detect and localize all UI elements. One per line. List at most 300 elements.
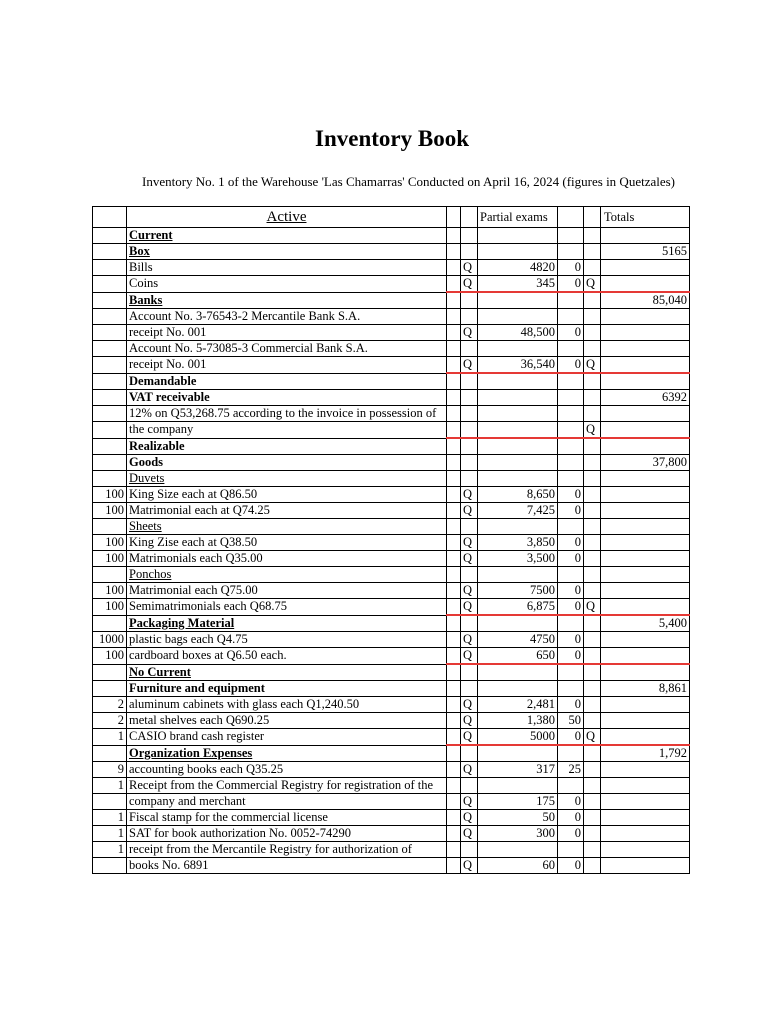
table-row: [93, 406, 690, 422]
total-currency-cell: [584, 664, 601, 681]
description-cell: Realizable: [127, 438, 447, 455]
amount-cell: 36,540: [478, 357, 558, 374]
spacer-cell: [447, 713, 461, 729]
description-cell: Semimatrimonials each Q68.75: [127, 599, 447, 616]
amount-cell: 3,850: [478, 535, 558, 551]
spacer-cell: [447, 681, 461, 697]
cents-cell: [558, 455, 584, 471]
table-row: [93, 583, 690, 599]
table-row: [93, 826, 690, 842]
spacer-cell: [447, 810, 461, 826]
currency-cell: [461, 438, 478, 455]
table-row: [93, 794, 690, 810]
description-cell: plastic bags each Q4.75: [127, 632, 447, 648]
table-header-row: [93, 207, 690, 228]
spacer-cell: [447, 325, 461, 341]
currency-cell: [461, 471, 478, 487]
header-active: [127, 207, 447, 228]
cents-cell: 0: [558, 260, 584, 276]
total-cell: 85,040: [601, 292, 690, 309]
currency-cell: Q: [461, 729, 478, 746]
description-cell: Banks: [127, 292, 447, 309]
spacer-cell: [447, 664, 461, 681]
cents-cell: 0: [558, 551, 584, 567]
table-row: [93, 244, 690, 260]
table-row: [93, 745, 690, 762]
spacer-cell: [447, 357, 461, 374]
description-cell: receipt No. 001: [127, 357, 447, 374]
total-currency-cell: [584, 244, 601, 260]
total-currency-cell: [584, 471, 601, 487]
spacer-cell: [447, 842, 461, 858]
quantity-cell: [93, 471, 127, 487]
description-cell: company and merchant: [127, 794, 447, 810]
table-row: [93, 471, 690, 487]
amount-cell: [478, 244, 558, 260]
quantity-cell: [93, 858, 127, 874]
quantity-cell: [93, 276, 127, 293]
spacer-cell: [447, 632, 461, 648]
table-row: [93, 228, 690, 244]
table-row: [93, 503, 690, 519]
description-cell: King Zise each at Q38.50: [127, 535, 447, 551]
inventory-table: [92, 206, 690, 874]
amount-cell: [478, 390, 558, 406]
quantity-cell: 2: [93, 713, 127, 729]
description-cell: metal shelves each Q690.25: [127, 713, 447, 729]
total-cell: [601, 325, 690, 341]
table-row: [93, 455, 690, 471]
currency-cell: [461, 664, 478, 681]
total-currency-cell: [584, 503, 601, 519]
total-cell: [601, 810, 690, 826]
cents-cell: [558, 341, 584, 357]
total-currency-cell: [584, 794, 601, 810]
quantity-cell: 9: [93, 762, 127, 778]
currency-cell: Q: [461, 713, 478, 729]
cents-cell: 0: [558, 599, 584, 616]
amount-cell: 3,500: [478, 551, 558, 567]
spacer-cell: [447, 745, 461, 762]
total-currency-cell: [584, 842, 601, 858]
quantity-cell: 100: [93, 648, 127, 665]
amount-cell: 4820: [478, 260, 558, 276]
cents-cell: 0: [558, 276, 584, 293]
spacer-cell: [447, 292, 461, 309]
description-cell: No Current: [127, 664, 447, 681]
total-currency-cell: [584, 325, 601, 341]
quantity-cell: [93, 681, 127, 697]
cents-cell: 0: [558, 503, 584, 519]
spacer-cell: [447, 615, 461, 632]
total-cell: [601, 826, 690, 842]
table-row: [93, 535, 690, 551]
amount-cell: 50: [478, 810, 558, 826]
total-currency-cell: [584, 260, 601, 276]
description-cell: Coins: [127, 276, 447, 293]
description-cell: Furniture and equipment: [127, 681, 447, 697]
total-currency-cell: [584, 745, 601, 762]
table-row: [93, 260, 690, 276]
amount-cell: 6,875: [478, 599, 558, 616]
total-cell: [601, 260, 690, 276]
amount-cell: 300: [478, 826, 558, 842]
currency-cell: Q: [461, 632, 478, 648]
amount-cell: 650: [478, 648, 558, 665]
currency-cell: Q: [461, 276, 478, 293]
total-currency-cell: Q: [584, 276, 601, 293]
cents-cell: [558, 373, 584, 390]
total-currency-cell: [584, 519, 601, 535]
description-cell: Account No. 5-73085-3 Commercial Bank S.A.: [127, 341, 447, 357]
cents-cell: [558, 842, 584, 858]
cents-cell: 0: [558, 729, 584, 746]
cents-cell: [558, 519, 584, 535]
quantity-cell: [93, 455, 127, 471]
currency-cell: Q: [461, 826, 478, 842]
table-row: [93, 858, 690, 874]
total-currency-cell: [584, 373, 601, 390]
table-row: [93, 599, 690, 616]
cents-cell: [558, 664, 584, 681]
quantity-cell: [93, 615, 127, 632]
description-cell: Packaging Material: [127, 615, 447, 632]
currency-cell: Q: [461, 503, 478, 519]
cents-cell: 0: [558, 583, 584, 599]
quantity-cell: [93, 373, 127, 390]
total-currency-cell: [584, 681, 601, 697]
amount-cell: [478, 341, 558, 357]
total-currency-cell: [584, 567, 601, 583]
cents-cell: [558, 745, 584, 762]
quantity-cell: [93, 745, 127, 762]
quantity-cell: 1: [93, 729, 127, 746]
cents-cell: 50: [558, 713, 584, 729]
total-cell: [601, 697, 690, 713]
header-cur-cell: [461, 207, 478, 228]
total-cell: 5,400: [601, 615, 690, 632]
quantity-cell: 1: [93, 810, 127, 826]
description-cell: books No. 6891: [127, 858, 447, 874]
total-currency-cell: Q: [584, 599, 601, 616]
total-cell: 5165: [601, 244, 690, 260]
description-cell: receipt from the Mercantile Registry for authorization of: [127, 842, 447, 858]
currency-cell: Q: [461, 648, 478, 665]
amount-cell: [478, 292, 558, 309]
total-cell: [601, 471, 690, 487]
quantity-cell: [93, 406, 127, 422]
amount-cell: [478, 471, 558, 487]
description-cell: Fiscal stamp for the commercial license: [127, 810, 447, 826]
table-row: [93, 810, 690, 826]
cents-cell: 0: [558, 632, 584, 648]
amount-cell: 7,425: [478, 503, 558, 519]
quantity-cell: 1: [93, 842, 127, 858]
spacer-cell: [447, 260, 461, 276]
description-cell: Duvets: [127, 471, 447, 487]
currency-cell: [461, 778, 478, 794]
quantity-cell: [93, 794, 127, 810]
table-row: [93, 309, 690, 325]
header-partial: Partial exams: [478, 207, 558, 228]
amount-cell: 345: [478, 276, 558, 293]
total-currency-cell: [584, 228, 601, 244]
spacer-cell: [447, 471, 461, 487]
total-currency-cell: [584, 341, 601, 357]
total-cell: [601, 794, 690, 810]
total-currency-cell: [584, 309, 601, 325]
cents-cell: [558, 681, 584, 697]
cents-cell: 0: [558, 487, 584, 503]
quantity-cell: 100: [93, 599, 127, 616]
amount-cell: [478, 567, 558, 583]
cents-cell: [558, 422, 584, 439]
spacer-cell: [447, 519, 461, 535]
currency-cell: [461, 373, 478, 390]
amount-cell: [478, 373, 558, 390]
amount-cell: 4750: [478, 632, 558, 648]
total-cell: [601, 648, 690, 665]
description-cell: Ponchos: [127, 567, 447, 583]
quantity-cell: [93, 341, 127, 357]
cents-cell: [558, 292, 584, 309]
table-row: [93, 681, 690, 697]
total-currency-cell: Q: [584, 729, 601, 746]
total-currency-cell: [584, 455, 601, 471]
total-cell: 8,861: [601, 681, 690, 697]
cents-cell: [558, 438, 584, 455]
currency-cell: [461, 422, 478, 439]
table-row: [93, 632, 690, 648]
document-subtitle: Inventory No. 1 of the Warehouse 'Las Chamarras' Conducted on April 16, 2024 (figures in Quetzales): [142, 174, 676, 189]
cents-cell: [558, 615, 584, 632]
spacer-cell: [447, 487, 461, 503]
total-cell: 1,792: [601, 745, 690, 762]
total-currency-cell: [584, 778, 601, 794]
spacer-cell: [447, 244, 461, 260]
amount-cell: 5000: [478, 729, 558, 746]
cents-cell: 0: [558, 535, 584, 551]
currency-cell: [461, 244, 478, 260]
table-row: [93, 762, 690, 778]
quantity-cell: [93, 438, 127, 455]
currency-cell: Q: [461, 260, 478, 276]
header-cents-cell: [558, 207, 584, 228]
header-qty-cell: [93, 207, 127, 228]
currency-cell: [461, 406, 478, 422]
quantity-cell: [93, 309, 127, 325]
spacer-cell: [447, 762, 461, 778]
description-cell: Matrimonial each Q75.00: [127, 583, 447, 599]
currency-cell: [461, 341, 478, 357]
total-cell: [601, 438, 690, 455]
total-cell: [601, 551, 690, 567]
description-cell: the company: [127, 422, 447, 439]
quantity-cell: [93, 244, 127, 260]
spacer-cell: [447, 567, 461, 583]
currency-cell: [461, 745, 478, 762]
header-cur2-cell: [584, 207, 601, 228]
spacer-cell: [447, 729, 461, 746]
cents-cell: 0: [558, 826, 584, 842]
total-cell: [601, 373, 690, 390]
description-cell: 12% on Q53,268.75 according to the invoice in possession of: [127, 406, 447, 422]
currency-cell: Q: [461, 599, 478, 616]
spacer-cell: [447, 551, 461, 567]
cents-cell: 0: [558, 794, 584, 810]
amount-cell: [478, 842, 558, 858]
cents-cell: 0: [558, 325, 584, 341]
total-currency-cell: [584, 535, 601, 551]
currency-cell: [461, 390, 478, 406]
quantity-cell: 100: [93, 551, 127, 567]
spacer-cell: [447, 373, 461, 390]
quantity-cell: [93, 260, 127, 276]
spacer-cell: [447, 858, 461, 874]
table-row: [93, 551, 690, 567]
spacer-cell: [447, 599, 461, 616]
currency-cell: [461, 292, 478, 309]
quantity-cell: 100: [93, 535, 127, 551]
cents-cell: 0: [558, 858, 584, 874]
spacer-cell: [447, 697, 461, 713]
table-row: [93, 697, 690, 713]
header-totals: Totals: [601, 207, 690, 228]
quantity-cell: [93, 228, 127, 244]
amount-cell: [478, 438, 558, 455]
total-cell: [601, 632, 690, 648]
currency-cell: [461, 615, 478, 632]
amount-cell: 7500: [478, 583, 558, 599]
table-row: [93, 390, 690, 406]
total-currency-cell: [584, 858, 601, 874]
description-cell: Receipt from the Commercial Registry for registration of the: [127, 778, 447, 794]
cents-cell: 0: [558, 810, 584, 826]
currency-cell: Q: [461, 762, 478, 778]
total-cell: [601, 583, 690, 599]
quantity-cell: [93, 292, 127, 309]
description-cell: Matrimonial each at Q74.25: [127, 503, 447, 519]
cents-cell: 25: [558, 762, 584, 778]
total-cell: [601, 858, 690, 874]
spacer-cell: [447, 583, 461, 599]
currency-cell: [461, 455, 478, 471]
table-row: [93, 292, 690, 309]
description-cell: VAT receivable: [127, 390, 447, 406]
total-currency-cell: [584, 551, 601, 567]
cents-cell: [558, 228, 584, 244]
total-cell: [601, 487, 690, 503]
amount-cell: [478, 745, 558, 762]
spacer-cell: [447, 228, 461, 244]
currency-cell: Q: [461, 551, 478, 567]
table-row: [93, 729, 690, 746]
spacer-cell: [447, 503, 461, 519]
spacer-cell: [447, 406, 461, 422]
spacer-cell: [447, 438, 461, 455]
amount-cell: 2,481: [478, 697, 558, 713]
total-cell: [601, 664, 690, 681]
table-row: [93, 325, 690, 341]
amount-cell: 60: [478, 858, 558, 874]
description-cell: receipt No. 001: [127, 325, 447, 341]
description-cell: accounting books each Q35.25: [127, 762, 447, 778]
total-cell: [601, 842, 690, 858]
quantity-cell: 1: [93, 778, 127, 794]
amount-cell: [478, 519, 558, 535]
total-cell: [601, 276, 690, 293]
cents-cell: [558, 471, 584, 487]
total-cell: [601, 535, 690, 551]
quantity-cell: 1000: [93, 632, 127, 648]
currency-cell: Q: [461, 535, 478, 551]
total-currency-cell: [584, 487, 601, 503]
page-title: Inventory Book: [315, 126, 469, 151]
description-cell: Demandable: [127, 373, 447, 390]
quantity-cell: 100: [93, 503, 127, 519]
spacer-cell: [447, 309, 461, 325]
currency-cell: Q: [461, 697, 478, 713]
description-cell: CASIO brand cash register: [127, 729, 447, 746]
currency-cell: Q: [461, 858, 478, 874]
currency-cell: Q: [461, 487, 478, 503]
cents-cell: [558, 778, 584, 794]
cents-cell: [558, 567, 584, 583]
amount-cell: 175: [478, 794, 558, 810]
table-row: [93, 438, 690, 455]
currency-cell: [461, 519, 478, 535]
total-cell: 6392: [601, 390, 690, 406]
table-row: [93, 567, 690, 583]
cents-cell: 0: [558, 697, 584, 713]
total-currency-cell: [584, 390, 601, 406]
total-cell: [601, 762, 690, 778]
total-cell: [601, 567, 690, 583]
description-cell: Goods: [127, 455, 447, 471]
currency-cell: [461, 842, 478, 858]
amount-cell: [478, 422, 558, 439]
amount-cell: [478, 406, 558, 422]
header-active-label: Active: [266, 208, 307, 225]
total-currency-cell: [584, 292, 601, 309]
amount-cell: [478, 228, 558, 244]
quantity-cell: 2: [93, 697, 127, 713]
cents-cell: 0: [558, 357, 584, 374]
quantity-cell: 100: [93, 487, 127, 503]
quantity-cell: [93, 422, 127, 439]
amount-cell: [478, 681, 558, 697]
currency-cell: [461, 567, 478, 583]
amount-cell: [478, 615, 558, 632]
table-row: [93, 487, 690, 503]
total-currency-cell: [584, 713, 601, 729]
amount-cell: 8,650: [478, 487, 558, 503]
table-row: [93, 422, 690, 439]
total-currency-cell: [584, 438, 601, 455]
table-row: [93, 276, 690, 293]
total-currency-cell: [584, 632, 601, 648]
total-cell: [601, 309, 690, 325]
spacer-cell: [447, 794, 461, 810]
total-currency-cell: [584, 762, 601, 778]
description-cell: King Size each at Q86.50: [127, 487, 447, 503]
total-cell: [601, 778, 690, 794]
description-cell: aluminum cabinets with glass each Q1,240.50: [127, 697, 447, 713]
total-cell: [601, 406, 690, 422]
table-row: [93, 842, 690, 858]
cents-cell: [558, 309, 584, 325]
inventory-table-body: [93, 207, 690, 874]
